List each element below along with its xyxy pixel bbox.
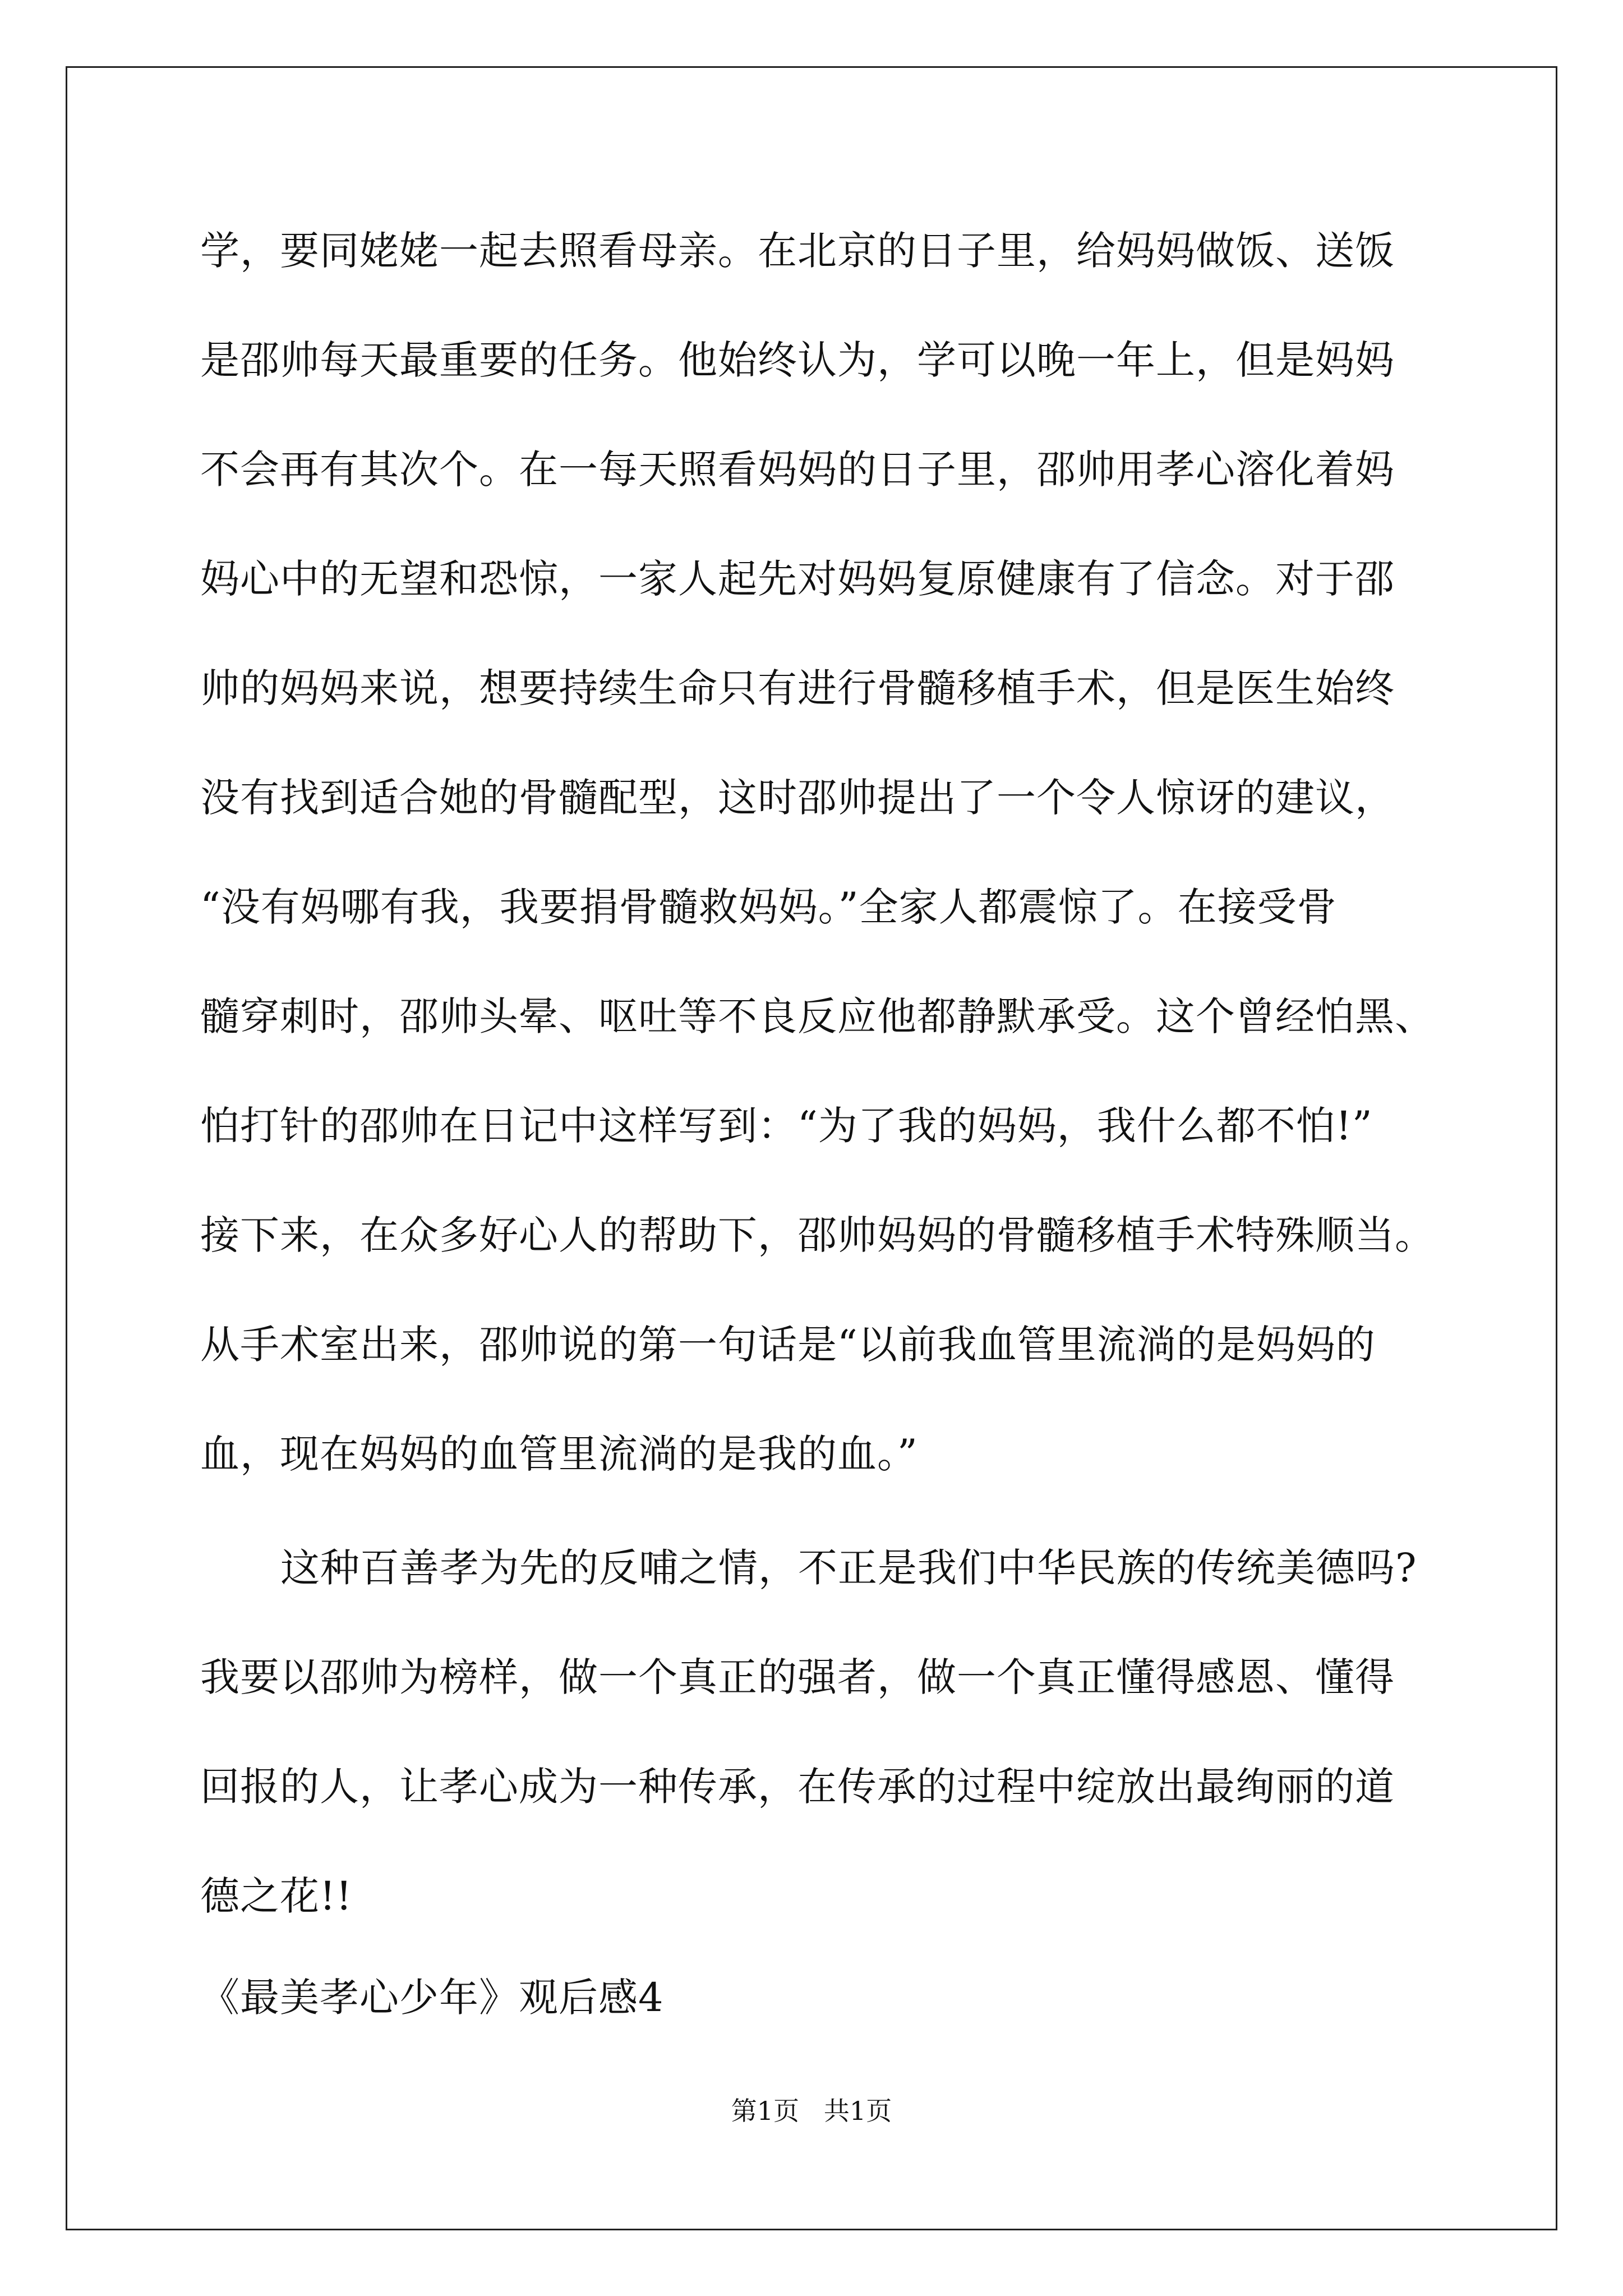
paragraph-line: 从手术室出来，邵帅说的第一句话是“以前我血管里流淌的是妈妈的 xyxy=(200,1322,1376,1368)
paragraph-line: 接下来，在众多好心人的帮助下，邵帅妈妈的骨髓移植手术特殊顺当。 xyxy=(200,1212,1435,1258)
paragraph-line: 不会再有其次个。在一每天照看妈妈的日子里，邵帅用孝心溶化着妈 xyxy=(200,447,1395,493)
paragraph-line: 髓穿刺时，邵帅头晕、呕吐等不良反应他都静默承受。这个曾经怕黑、 xyxy=(200,993,1435,1039)
page-number-footer: 第1页 共1页 xyxy=(731,2096,892,2126)
paragraph-line: 我要以邵帅为榜样，做一个真正的强者，做一个真正懂得感恩、懂得 xyxy=(200,1654,1395,1700)
paragraph-line: 血，现在妈妈的血管里流淌的是我的血。” xyxy=(200,1431,918,1477)
section-heading: 《最美孝心少年》观后感4 xyxy=(200,1975,664,2021)
paragraph-line: 是邵帅每天最重要的任务。他始终认为，学可以晚一年上，但是妈妈 xyxy=(200,337,1395,383)
paragraph-line: 帅的妈妈来说，想要持续生命只有进行骨髓移植手术，但是医生始终 xyxy=(200,665,1395,711)
paragraph-line: 这种百善孝为先的反哺之情，不正是我们中华民族的传统美德吗? xyxy=(280,1545,1417,1591)
paragraph-line: 回报的人，让孝心成为一种传承，在传承的过程中绽放出最绚丽的道 xyxy=(200,1764,1395,1810)
paragraph-line: 妈心中的无望和恐惊，一家人起先对妈妈复原健康有了信念。对于邵 xyxy=(200,556,1395,602)
paragraph-line: “没有妈哪有我，我要捐骨髓救妈妈。”全家人都震惊了。在接受骨 xyxy=(200,884,1337,930)
paragraph-line: 没有找到适合她的骨髓配型，这时邵帅提出了一个令人惊讶的建议， xyxy=(200,775,1395,821)
paragraph-line: 怕打针的邵帅在日记中这样写到：“为了我的妈妈，我什么都不怕!” xyxy=(200,1103,1373,1149)
paragraph-line: 学，要同姥姥一起去照看母亲。在北京的日子里，给妈妈做饭、送饭 xyxy=(200,228,1395,274)
paragraph-line: 德之花!! xyxy=(200,1873,353,1919)
